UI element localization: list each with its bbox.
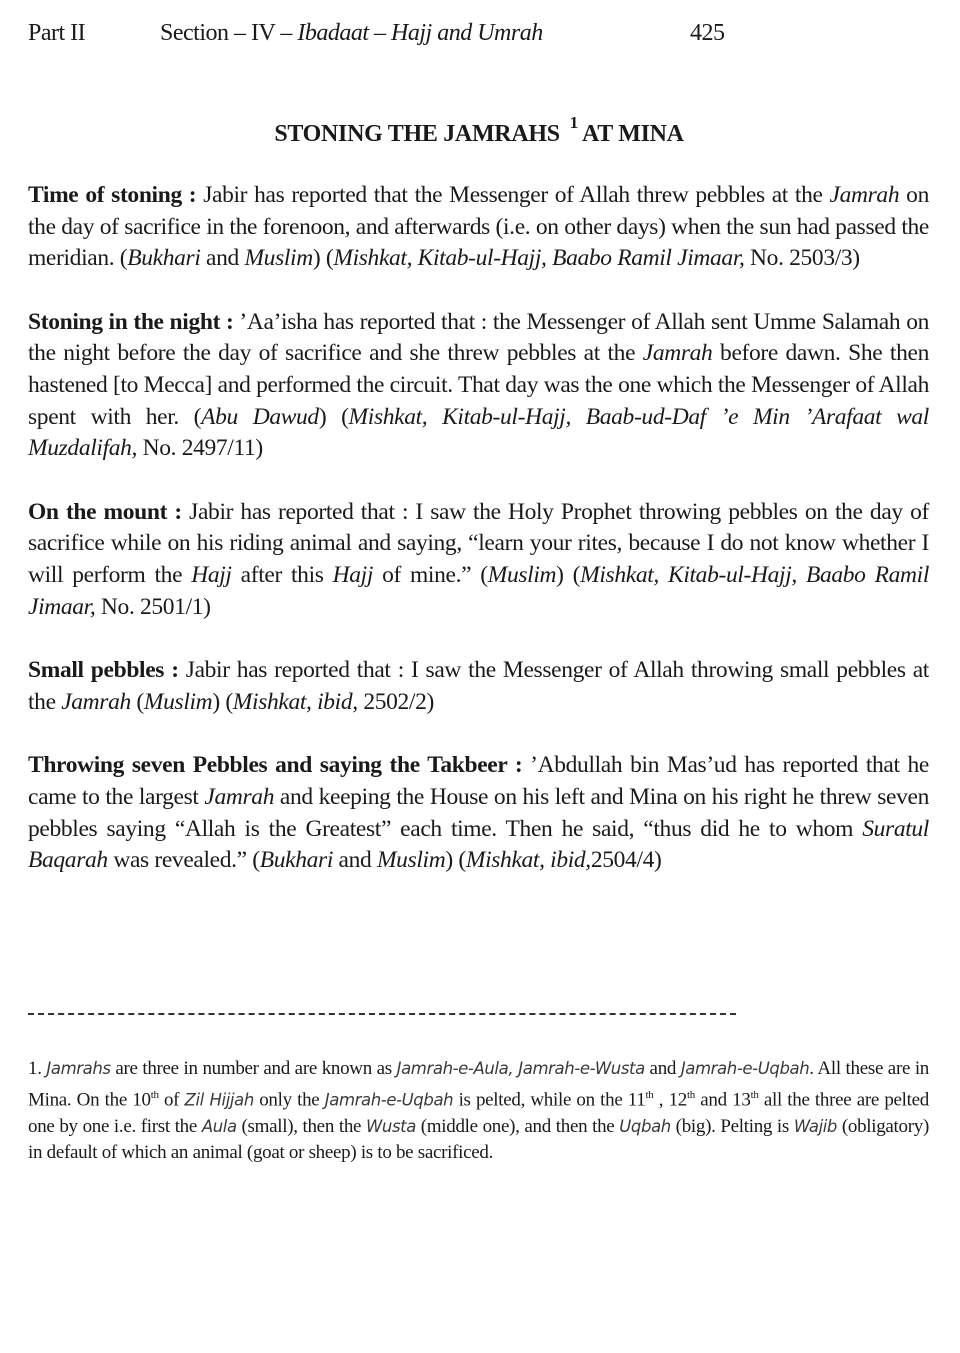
text-run: of xyxy=(158,1089,185,1111)
title-text-before: STONING THE JAMRAHS xyxy=(274,121,560,147)
ordinal-superscript: th xyxy=(686,1089,695,1102)
text-run: and xyxy=(333,847,377,874)
title-footnote-ref: 1 xyxy=(569,113,578,132)
italic-text: Mishkat, ibid, xyxy=(232,688,358,715)
text-run: Jabir has reported that : I saw the Messenger of Allah throwing small pebbles at the xyxy=(28,657,929,715)
italic-text: Suratul Baqarah xyxy=(28,815,929,874)
text-run: was revealed.” ( xyxy=(107,847,260,874)
text-run: is pelted, while on the 11 xyxy=(453,1089,646,1111)
text-run: Jabir has reported that : I saw the Holy Prophet throwing pebbles on the day of sacrifice while on his riding animal and saying, “learn your rites, because I do not know whether I will perform the xyxy=(28,498,929,588)
text-run: are three in number and are known as xyxy=(110,1058,397,1079)
paragraph-heading: Time of stoning : xyxy=(28,182,197,208)
header-section xyxy=(160,20,543,47)
italic-text: Jamrah xyxy=(642,340,713,367)
text-run: ’Abdullah bin Mas’ud has reported that he came to the largest xyxy=(28,752,929,810)
text-run: 2504/4) xyxy=(590,847,662,874)
footnote-separator xyxy=(28,1013,736,1015)
header-section-italic: Ibadaat – Hajj and Umrah xyxy=(297,20,543,46)
italic-text: Jamrah-e-Aula, Jamrah-e-Wusta xyxy=(396,1059,645,1078)
italic-text: Aula xyxy=(201,1116,237,1136)
text-run: all the three are pelted one by one i.e. first the xyxy=(28,1089,929,1137)
text-run: only the xyxy=(253,1089,325,1111)
italic-text: Wusta xyxy=(365,1116,416,1136)
italic-text: Muslim xyxy=(487,561,557,588)
italic-text: Mishkat, Kitab-ul-Hajj, Baab-ud-Daf ’e Min ’Arafaat wal Muzdalifah, xyxy=(28,403,929,462)
paragraph xyxy=(28,307,929,465)
text-run: (big). Pelting is xyxy=(670,1115,794,1137)
text-run: ( xyxy=(130,688,144,715)
italic-text: Jamrahs xyxy=(46,1059,111,1078)
text-run: . All these are in Mina. On the 10 xyxy=(28,1058,930,1111)
body-text xyxy=(28,180,929,909)
italic-text: Zil Hijjah xyxy=(184,1090,254,1110)
italic-text: Muslim xyxy=(244,245,313,272)
header-part: Part II xyxy=(28,20,86,46)
ordinal-superscript: th xyxy=(150,1089,159,1102)
italic-text: Wajib xyxy=(793,1116,838,1136)
paragraph-heading: On the mount : xyxy=(28,498,182,525)
text-run: No. 2497/11) xyxy=(137,435,263,462)
text-run: (small), then the xyxy=(236,1115,366,1137)
text-run: before dawn. She then hastened [to Mecca] and performed the circuit. That day was the one which the Messenger of Allah spent with her. ( xyxy=(28,340,929,430)
italic-text: Bukhari xyxy=(127,245,201,272)
text-run: and 13 xyxy=(694,1089,751,1111)
paragraph-heading: Throwing seven Pebbles and saying the Takbeer : xyxy=(28,752,523,779)
paragraph-heading: Small pebbles : xyxy=(28,657,179,684)
title-text-after: AT MINA xyxy=(582,121,684,147)
italic-text: Mishkat, Kitab-ul-Hajj, Baabo Ramil Jimaar, xyxy=(28,561,930,620)
italic-text: Jamrah-e-Uqbah xyxy=(324,1090,454,1110)
text-run: and xyxy=(200,245,245,272)
italic-text: Hajj xyxy=(332,561,374,588)
footnote xyxy=(28,1056,929,1167)
italic-text: Muslim xyxy=(376,847,446,874)
italic-text: Jamrah-e-Uqbah xyxy=(680,1059,810,1078)
text-run: ) ( xyxy=(556,561,581,588)
paragraph xyxy=(28,497,929,623)
text-run: and keeping the House on his left and Mina on his right he threw seven pebbles saying “Allah is the Greatest” each time. Then he said, “thus did he to whom xyxy=(28,783,929,842)
text-run: of mine.” ( xyxy=(373,561,488,588)
text-run: (middle one), and then the xyxy=(415,1115,620,1137)
paragraph xyxy=(28,750,929,876)
text-run: after this xyxy=(231,561,333,588)
page-number: 425 xyxy=(690,20,725,46)
paragraph xyxy=(28,180,929,275)
italic-text: Mishkat, ibid, xyxy=(465,847,591,874)
paragraph-heading: Stoning in the night : xyxy=(28,308,234,335)
italic-text: Jamrah xyxy=(204,783,275,810)
text-run: No. 2503/3) xyxy=(744,245,860,272)
text-run: ) ( xyxy=(445,847,466,874)
text-run: , 12 xyxy=(653,1089,687,1111)
text-run: No. 2501/1) xyxy=(95,593,211,620)
italic-text: Jamrah xyxy=(61,688,131,715)
italic-text: Hajj xyxy=(191,561,232,588)
paragraph xyxy=(28,655,929,718)
footnote-number: 1. xyxy=(28,1058,42,1079)
italic-text: Muslim xyxy=(143,688,213,715)
ordinal-superscript: th xyxy=(645,1089,654,1102)
italic-text: Abu Dawud xyxy=(201,403,319,430)
italic-text: Uqbah xyxy=(619,1116,671,1136)
italic-text: Jamrah xyxy=(829,182,900,208)
text-run: on the day of sacrifice in the forenoon, and afterwards (i.e. on other days) when the sun had passed the meridian. ( xyxy=(28,182,929,272)
italic-text: Mishkat, Kitab-ul-Hajj, Baabo Ramil Jimaar, xyxy=(333,245,745,272)
text-run: ) ( xyxy=(312,245,334,272)
page-title xyxy=(0,113,960,148)
header-section-plain: Section – IV – xyxy=(160,20,298,46)
text-run: ’Aa’isha has reported that : the Messenger of Allah sent Umme Salamah on the night before the day of sacrifice and she threw pebbles at the xyxy=(28,308,930,367)
text-run: and xyxy=(644,1058,681,1079)
text-run: Jabir has reported that the Messenger of Allah threw pebbles at the xyxy=(196,182,830,208)
italic-text: Bukhari xyxy=(259,847,334,874)
text-run: 2502/2) xyxy=(357,688,434,715)
text-run: ) ( xyxy=(318,403,349,430)
ordinal-superscript: th xyxy=(750,1089,759,1102)
text-run: ) ( xyxy=(212,688,233,715)
text-run: (obligatory) in default of which an animal (goat or sheep) is to be sacrificed. xyxy=(28,1115,929,1164)
